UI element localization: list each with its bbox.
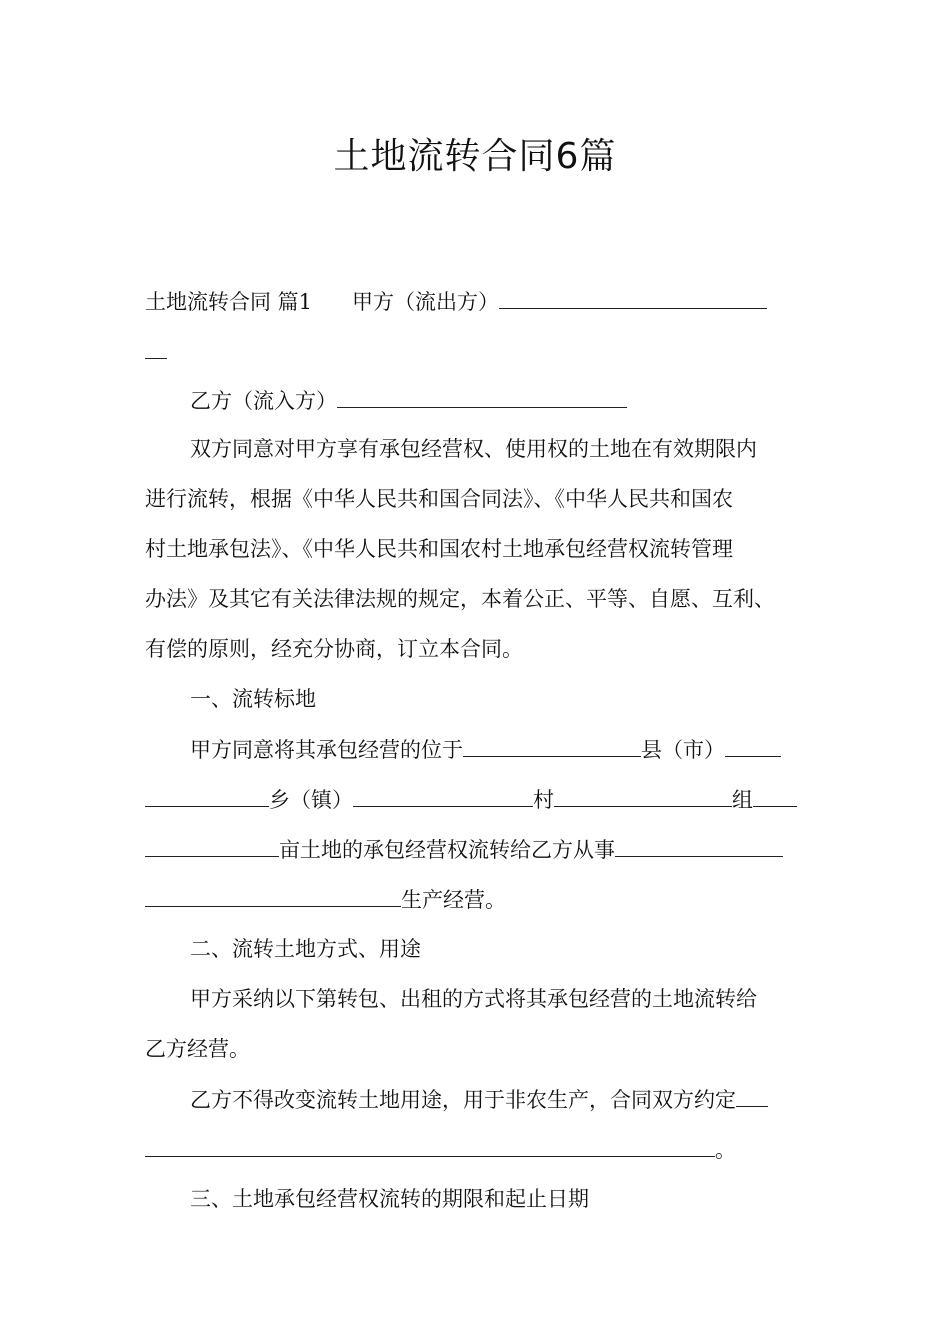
location-blank — [463, 734, 641, 757]
form-line: 甲方同意将其承包经营的位于 县（市） — [190, 734, 781, 765]
paragraph-line: 进行流转，根据《中华人民共和国合同法》、《中华人民共和国农 — [145, 487, 733, 511]
document-title: 土地流转合同6篇 — [333, 136, 617, 177]
contract-heading-line — [145, 286, 767, 317]
section-heading: 三、土地承包经营权流转的期限和起止日期 — [190, 1187, 589, 1211]
area-blank — [753, 784, 797, 807]
village-blank — [353, 784, 533, 807]
county-blank — [725, 734, 781, 757]
use-blank-continuation — [145, 884, 401, 907]
paragraph-line: 乙方经营。 — [145, 1037, 250, 1061]
form-line: 乙方不得改变流转土地用途，用于非农生产，合同双方约定 — [190, 1084, 768, 1115]
section-heading: 一、流转标地 — [190, 687, 316, 711]
party-a-blank — [499, 286, 767, 309]
group-blank — [554, 784, 732, 807]
paragraph-line: 有偿的原则，经充分协商，订立本合同。 — [145, 637, 523, 661]
agreement-blank-continuation — [145, 1134, 715, 1157]
section-heading: 二、流转土地方式、用途 — [190, 937, 421, 961]
paragraph-line: 村土地承包法》、《中华人民共和国农村土地承包经营权流转管理 — [145, 537, 733, 561]
party-b-blank — [337, 385, 627, 408]
agreement-blank — [736, 1084, 768, 1107]
paragraph-line: 甲方采纳以下第转包、出租的方式将其承包经营的土地流转给 — [190, 987, 757, 1011]
township-blank — [145, 784, 269, 807]
party-b-label: 乙方（流入方） — [190, 389, 337, 413]
area-blank-continuation — [145, 834, 279, 857]
party-a-blank-continuation — [145, 336, 167, 367]
form-line: 亩土地的承包经营权流转给乙方从事 — [145, 834, 783, 865]
paragraph-line: 办法》及其它有关法律法规的规定，本着公正、平等、自愿、互利、 — [145, 587, 775, 611]
party-b-line — [190, 385, 627, 416]
paragraph-line: 双方同意对甲方享有承包经营权、使用权的土地在有效期限内 — [190, 437, 757, 461]
party-a-label: 甲方（流出方） — [352, 290, 500, 314]
use-blank — [615, 834, 783, 857]
form-line: 生产经营。 — [145, 884, 506, 915]
form-line: 乡（镇） 村 组 — [145, 784, 797, 815]
form-line: 。 — [145, 1134, 736, 1165]
contract-number-label: 土地流转合同 篇1 — [145, 290, 313, 314]
